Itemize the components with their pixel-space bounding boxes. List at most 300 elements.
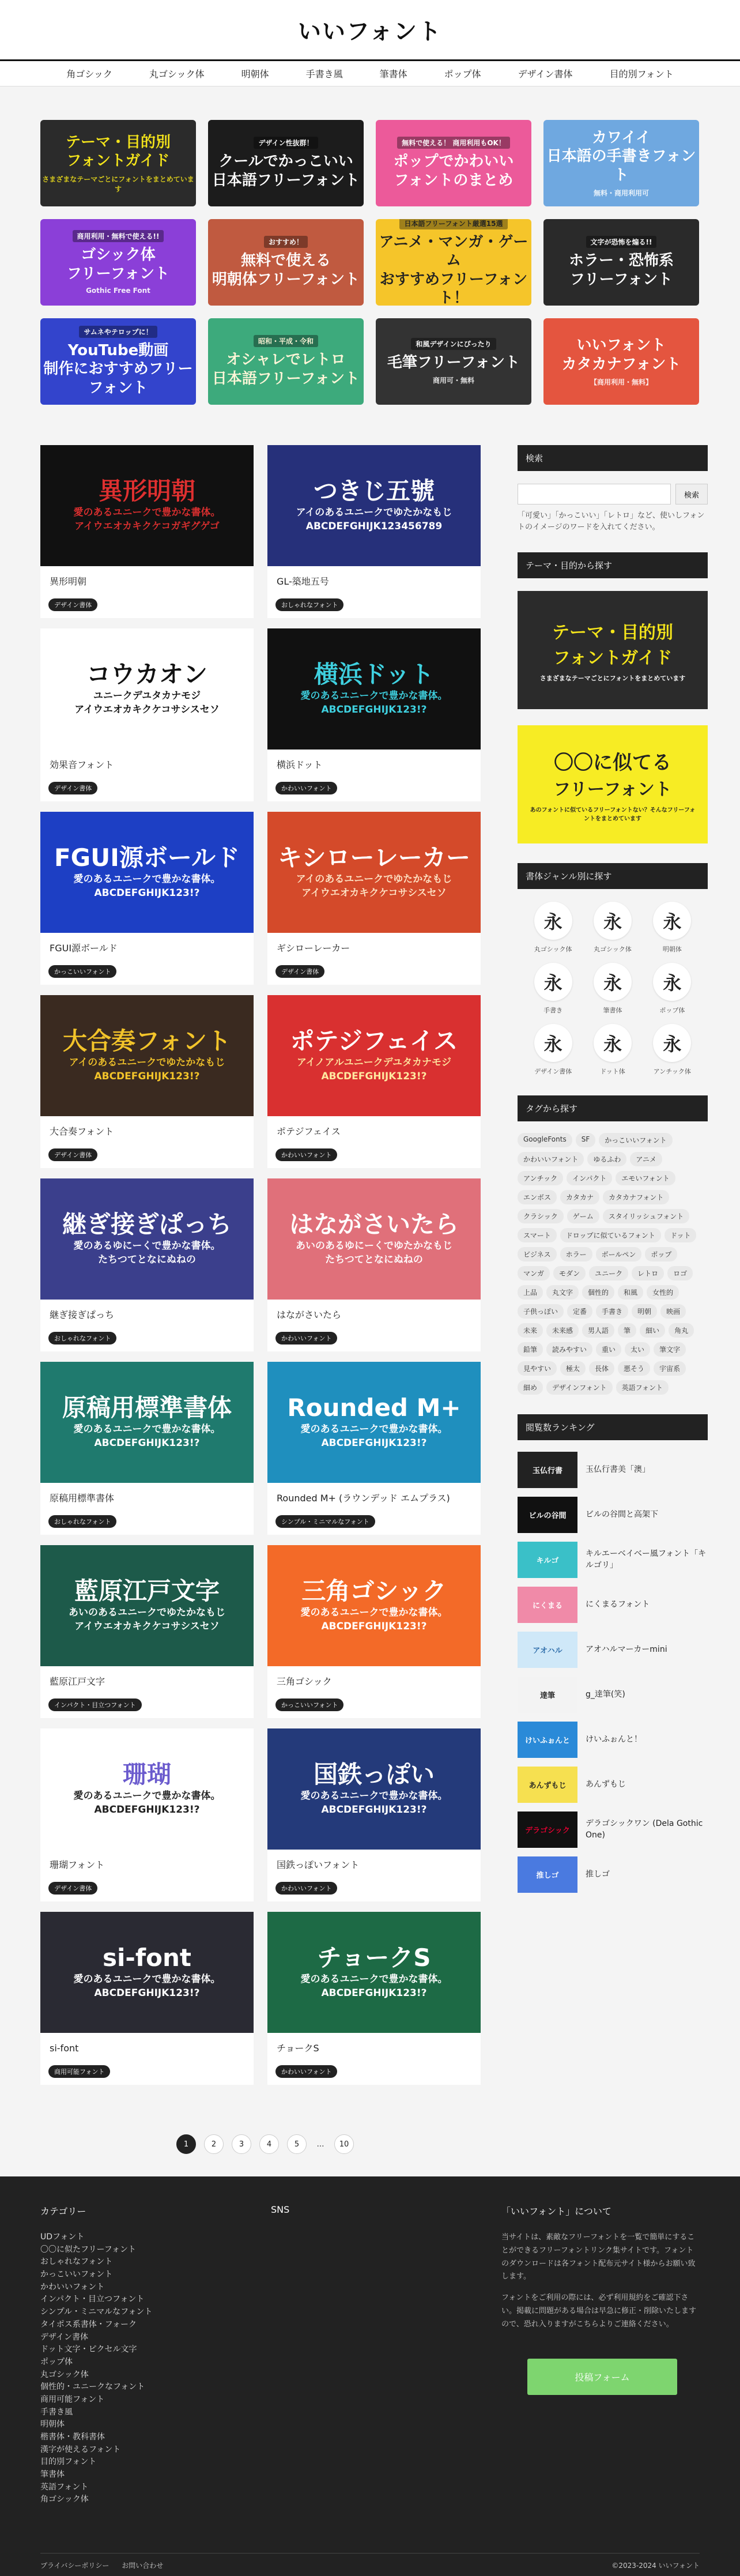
genre-label: アンチック体 bbox=[653, 1068, 691, 1075]
tag-chip[interactable]: アンチック bbox=[518, 1171, 563, 1185]
nav-item[interactable]: 丸ゴシック体 bbox=[149, 69, 205, 80]
font-tag[interactable]: かわいいフォント bbox=[275, 2065, 337, 2078]
tag-chip[interactable]: モダン bbox=[553, 1266, 586, 1281]
genre-item[interactable] bbox=[583, 902, 642, 954]
font-tag[interactable]: おしゃれなフォント bbox=[48, 1332, 116, 1345]
font-card[interactable] bbox=[40, 1178, 254, 1351]
theme-heading: テーマ・目的から探す bbox=[518, 552, 708, 578]
banner-line3: 【商用利用・無料】 bbox=[590, 378, 652, 386]
font-name[interactable]: si-font bbox=[50, 2043, 79, 2054]
tag-chip[interactable]: スタイリッシュフォント bbox=[603, 1209, 689, 1223]
tag-chip[interactable]: インパクト bbox=[567, 1171, 612, 1185]
ranking-name[interactable]: デラゴシックワン (Dela Gothic One) bbox=[586, 1818, 703, 1840]
font-name[interactable]: はながさいたら bbox=[277, 1309, 342, 1320]
nav-item[interactable]: 筆書体 bbox=[379, 69, 407, 80]
tag-chip[interactable]: 映画 bbox=[660, 1304, 686, 1319]
post-form-button[interactable]: 投稿フォーム bbox=[527, 2359, 677, 2395]
font-tag[interactable]: デザイン書体 bbox=[48, 782, 97, 794]
ranking-name[interactable]: ビルの谷間と高架下 bbox=[586, 1509, 658, 1519]
tag-chip[interactable]: マンガ bbox=[518, 1266, 550, 1281]
search-widget bbox=[518, 445, 708, 533]
banner-line1: テーマ・目的別 bbox=[65, 133, 171, 151]
footer-about bbox=[501, 2204, 697, 2506]
footer-category-heading: カテゴリー bbox=[40, 2206, 86, 2217]
genre-icon: 永 bbox=[594, 963, 632, 1001]
nav-item[interactable]: 角ゴシック bbox=[66, 69, 112, 80]
font-preview[interactable] bbox=[40, 1545, 254, 1666]
footer-about-heading: 「いいフォント」について bbox=[501, 2206, 611, 2217]
banner-tag: デザイン性抜群！ bbox=[254, 137, 318, 149]
genre-icon: 永 bbox=[534, 902, 572, 940]
font-tag[interactable]: デザイン書体 bbox=[275, 965, 324, 978]
footer-category-link[interactable]: 手書き風 bbox=[40, 2407, 73, 2417]
tag-chip[interactable]: 定番 bbox=[567, 1304, 592, 1319]
font-preview[interactable] bbox=[267, 1178, 481, 1300]
font-tag[interactable]: かわいいフォント bbox=[275, 1882, 337, 1895]
preview-title: 継ぎ接ぎぱっち bbox=[62, 1210, 232, 1239]
similar-line1: 〇〇に似てる bbox=[554, 751, 671, 774]
nav-item[interactable]: 手書き風 bbox=[305, 69, 343, 80]
font-tag[interactable]: かわいいフォント bbox=[275, 1148, 337, 1161]
genre-grid bbox=[518, 902, 708, 1076]
footer-category-link[interactable]: インパクト・目立つフォント bbox=[40, 2295, 145, 2304]
font-name[interactable]: 国鉄っぽいフォント bbox=[277, 1859, 360, 1870]
banner[interactable] bbox=[376, 120, 531, 206]
tag-chip[interactable]: 男人語 bbox=[582, 1323, 614, 1338]
tag-chip[interactable]: 和風 bbox=[618, 1285, 643, 1300]
ranking-item[interactable] bbox=[518, 1497, 708, 1533]
ranking-item[interactable] bbox=[518, 1812, 708, 1848]
ranking-name[interactable]: 玉仏行書美「澳」 bbox=[586, 1464, 650, 1474]
genre-item[interactable] bbox=[583, 963, 642, 1015]
theme-guide-line2: フォントガイド bbox=[553, 647, 673, 668]
site-logo[interactable]: いいフォント bbox=[298, 18, 442, 45]
font-card[interactable] bbox=[267, 445, 481, 618]
footer-about-text2: フォントをご利用の際には、必ず利用規約をご確認下さい。掲載に問題がある場合は早急に修正・削除いたしますので、恐れ入りますがこちらよりご連絡ください。 bbox=[501, 2293, 697, 2329]
tag-chip[interactable]: 未来 bbox=[518, 1323, 543, 1338]
genre-item[interactable] bbox=[523, 963, 583, 1015]
ranking-item[interactable] bbox=[518, 1677, 708, 1713]
banner[interactable] bbox=[543, 120, 699, 206]
preview-title: Rounded M+ bbox=[287, 1394, 461, 1422]
font-tag[interactable]: デザイン書体 bbox=[48, 1148, 97, 1161]
font-tag[interactable]: おしゃれなフォント bbox=[48, 1515, 116, 1528]
font-card[interactable] bbox=[40, 812, 254, 985]
ranking-thumb[interactable]: 玉仏行書 bbox=[518, 1452, 577, 1488]
banner-tag: 日本語フリーフォント厳選15選 bbox=[399, 219, 507, 229]
ranking-name[interactable]: けいふぉんと！ bbox=[586, 1734, 642, 1744]
genre-item[interactable] bbox=[643, 1024, 702, 1076]
font-preview[interactable] bbox=[267, 1362, 481, 1483]
genre-item[interactable] bbox=[643, 963, 702, 1015]
banner-tag: サムネやテロップに！ bbox=[79, 326, 157, 338]
theme-guide-banner[interactable] bbox=[518, 591, 708, 709]
ranking-thumb[interactable]: デラゴシック bbox=[518, 1812, 577, 1848]
footer-category-link[interactable]: 明朝体 bbox=[40, 2420, 65, 2430]
tag-chip[interactable]: 個性的 bbox=[582, 1285, 614, 1300]
preview-sample2: ABCDEFGHIJK123!? bbox=[321, 1437, 427, 1449]
privacy-link[interactable]: プライバシーポリシー bbox=[40, 2562, 110, 2570]
tag-chip[interactable]: 女性的 bbox=[647, 1285, 679, 1300]
tag-chip[interactable]: カタカナ bbox=[560, 1190, 599, 1204]
banner-tag: 和風デザインにぴったり bbox=[411, 338, 496, 350]
ranking-thumb[interactable]: にくまる bbox=[518, 1587, 577, 1623]
ranking-name[interactable]: 推しゴ bbox=[586, 1869, 610, 1879]
tag-widget bbox=[518, 1095, 708, 1395]
tag-chip[interactable]: 長体 bbox=[589, 1361, 614, 1376]
font-name[interactable]: 継ぎ接ぎぱっち bbox=[50, 1309, 115, 1320]
banner-line2: 明朝体フリーフォント bbox=[212, 270, 360, 288]
font-card[interactable] bbox=[267, 1912, 481, 2085]
tag-chip[interactable]: デザインフォント bbox=[546, 1380, 613, 1395]
banner-line3: 商用可・無料 bbox=[432, 376, 474, 385]
tag-chip[interactable]: ロゴ bbox=[667, 1266, 693, 1281]
font-tag[interactable]: デザイン書体 bbox=[48, 1882, 97, 1895]
footer-category-link[interactable]: かっこいいフォント bbox=[40, 2270, 113, 2280]
tag-chip[interactable]: 未来感 bbox=[546, 1323, 579, 1338]
banner[interactable] bbox=[40, 120, 196, 206]
preview-sample2: ABCDEFGHIJK123!? bbox=[94, 1437, 200, 1449]
footer-category-link[interactable]: おしゃれなフォント bbox=[40, 2257, 113, 2267]
footer-category-link[interactable]: 〇〇に似たフリーフォント bbox=[40, 2244, 137, 2254]
ranking-name[interactable]: g_達筆(笑) bbox=[586, 1689, 625, 1699]
tag-chip[interactable]: エモいフォント bbox=[616, 1171, 675, 1185]
footer-categories bbox=[40, 2204, 271, 2506]
search-button[interactable]: 検索 bbox=[675, 484, 708, 504]
tag-chip[interactable]: カタカナフォント bbox=[603, 1190, 669, 1204]
site-footer bbox=[0, 2176, 740, 2576]
ranking-item[interactable] bbox=[518, 1632, 708, 1668]
search-input[interactable] bbox=[518, 484, 671, 504]
tag-chip[interactable]: ゆるふわ bbox=[587, 1152, 626, 1166]
preview-sample2: アイウエオカキクケコサシスセソ bbox=[74, 704, 220, 716]
banner-line1: オシャレでレトロ bbox=[226, 351, 346, 368]
tag-chip[interactable]: ユニーク bbox=[589, 1266, 628, 1281]
page-link[interactable]: 10 bbox=[334, 2134, 354, 2154]
footer-category-link[interactable]: かわいいフォント bbox=[40, 2282, 105, 2292]
banner-line1: ゴシック体 bbox=[81, 246, 156, 263]
preview-sample2: ABCDEFGHIJK123!? bbox=[94, 887, 200, 899]
banner[interactable] bbox=[543, 318, 699, 405]
search-heading: 検索 bbox=[518, 445, 708, 471]
banner-tag: おすすめ！ bbox=[264, 236, 308, 248]
page-link[interactable]: 5 bbox=[287, 2134, 307, 2154]
font-name[interactable]: 効果音フォント bbox=[50, 759, 114, 770]
banner[interactable] bbox=[376, 219, 531, 306]
font-card[interactable] bbox=[267, 628, 481, 801]
font-name[interactable]: Rounded M+ (ラウンデッド エムプラス) bbox=[277, 1493, 450, 1504]
font-card[interactable] bbox=[40, 995, 254, 1168]
font-card[interactable] bbox=[40, 1545, 254, 1718]
font-preview[interactable] bbox=[267, 1912, 481, 2033]
tag-chip[interactable]: 宇宙系 bbox=[654, 1361, 686, 1376]
banner-tag: 無料で使える！ 商用利用もOK！ bbox=[397, 137, 510, 149]
genre-item[interactable] bbox=[643, 902, 702, 954]
banner[interactable] bbox=[208, 219, 364, 306]
banner-tag: 昭和・平成・令和 bbox=[254, 335, 318, 347]
footer-category-link[interactable]: 目的別フォント bbox=[40, 2457, 97, 2467]
page-link[interactable]: 4 bbox=[259, 2134, 279, 2154]
footer-category-link[interactable]: 英語フォント bbox=[40, 2482, 89, 2492]
page-link[interactable]: 2 bbox=[204, 2134, 224, 2154]
nav-item[interactable]: 目的別フォント bbox=[609, 69, 674, 80]
tag-chip[interactable]: ドロップに似ているフォント bbox=[560, 1228, 661, 1242]
banner-line2: フリーフォント bbox=[569, 270, 673, 288]
font-preview[interactable] bbox=[40, 1912, 254, 2033]
font-tag[interactable]: かわいいフォント bbox=[275, 782, 337, 794]
tag-chip[interactable]: 重い bbox=[596, 1342, 621, 1357]
genre-item[interactable] bbox=[523, 902, 583, 954]
font-preview[interactable] bbox=[40, 995, 254, 1116]
tag-chip[interactable]: ポップ bbox=[645, 1247, 677, 1261]
tag-chip[interactable]: 筆文字 bbox=[654, 1342, 686, 1357]
font-preview[interactable] bbox=[267, 812, 481, 933]
banner-line1: ホラー・恐怖系 bbox=[568, 252, 674, 269]
footer-category-link[interactable]: シンプル・ミニマルなフォント bbox=[40, 2307, 153, 2317]
genre-icon: 永 bbox=[653, 963, 691, 1001]
font-name[interactable]: 大合奏フォント bbox=[50, 1126, 114, 1137]
banner[interactable] bbox=[208, 318, 364, 405]
footer-category-link[interactable]: タイポス系書体・フォーク bbox=[40, 2319, 137, 2329]
ranking-item[interactable] bbox=[518, 1767, 708, 1803]
font-preview[interactable] bbox=[267, 1545, 481, 1666]
ranking-thumb[interactable]: 達筆 bbox=[518, 1677, 577, 1713]
tag-chip[interactable]: 明朝 bbox=[632, 1304, 657, 1319]
footer-category-link[interactable]: 漢字が使えるフォント bbox=[40, 2445, 121, 2454]
font-preview[interactable] bbox=[40, 1178, 254, 1300]
font-name[interactable]: 三角ゴシック bbox=[277, 1676, 332, 1687]
ranking-thumb[interactable]: けいふぉんと bbox=[518, 1722, 577, 1758]
ranking-thumb[interactable]: あんずもじ bbox=[518, 1767, 577, 1803]
tag-chip[interactable]: 悪そう bbox=[618, 1361, 650, 1376]
banner-line1: クールでかっこいい bbox=[218, 153, 353, 170]
footer-category-link[interactable]: 楷書体・教科書体 bbox=[40, 2432, 105, 2442]
ranking-name[interactable]: にくまるフォント bbox=[586, 1599, 650, 1609]
font-preview[interactable] bbox=[267, 995, 481, 1116]
genre-icon: 永 bbox=[534, 963, 572, 1001]
nav-item[interactable]: デザイン書体 bbox=[518, 69, 573, 80]
footer-category-link[interactable]: 丸ゴシック体 bbox=[40, 2370, 89, 2379]
footer-category-link[interactable]: 商用可能フォント bbox=[40, 2394, 105, 2404]
theme-widget bbox=[518, 552, 708, 843]
font-tag[interactable]: デザイン書体 bbox=[48, 598, 97, 611]
banner[interactable] bbox=[40, 219, 196, 306]
font-preview[interactable] bbox=[40, 1728, 254, 1850]
genre-item[interactable] bbox=[523, 1024, 583, 1076]
banner-line2: フォントガイド bbox=[66, 152, 170, 170]
font-card[interactable] bbox=[40, 1912, 254, 2085]
font-tag[interactable]: かっこいいフォント bbox=[48, 965, 116, 978]
preview-sample2: ABCDEFGHIJK123456789 bbox=[305, 521, 443, 533]
ranking-name[interactable]: キルエーベイベー風フォント「キルゴリ」 bbox=[586, 1549, 707, 1570]
tag-chip[interactable]: 細い bbox=[640, 1323, 665, 1338]
preview-sample2: ABCDEFGHIJK123!? bbox=[321, 1621, 427, 1633]
preview-title: 珊瑚 bbox=[122, 1760, 171, 1789]
font-preview[interactable] bbox=[40, 445, 254, 566]
font-preview[interactable] bbox=[267, 445, 481, 566]
footer-about-text1: 当サイトは、素敵なフリーフォントを一覧で簡単にすることができるフリーフォントリンク集サイトです。フォントのダウンロードは各フォント配布元サイト様からお願い致します。 bbox=[501, 2233, 696, 2281]
banner-line3: Gothic Free Font bbox=[86, 287, 150, 295]
banner[interactable] bbox=[208, 120, 364, 206]
tag-chip[interactable]: 英語フォント bbox=[616, 1380, 669, 1395]
contact-link[interactable]: お問い合わせ bbox=[122, 2562, 164, 2570]
ranking-thumb[interactable]: アオハル bbox=[518, 1632, 577, 1668]
footer-category-link[interactable]: 角ゴシック体 bbox=[40, 2495, 89, 2505]
preview-sample1: 愛のあるユニークで豊かな書体。 bbox=[73, 1423, 221, 1435]
banner[interactable] bbox=[40, 318, 196, 405]
footer-category-link[interactable]: ポップ体 bbox=[40, 2357, 73, 2367]
font-name[interactable]: GL-築地五号 bbox=[277, 576, 329, 587]
font-tag[interactable]: かわいいフォント bbox=[275, 1332, 337, 1345]
footer-category-link[interactable]: デザイン書体 bbox=[40, 2332, 89, 2342]
theme-guide-line1: テーマ・目的別 bbox=[552, 622, 673, 643]
banner[interactable] bbox=[543, 219, 699, 306]
tag-chip[interactable]: アニメ bbox=[630, 1152, 662, 1166]
tag-chip[interactable]: 極太 bbox=[560, 1361, 586, 1376]
font-card[interactable] bbox=[267, 812, 481, 985]
banner[interactable] bbox=[376, 318, 531, 405]
tag-chip[interactable]: ボールペン bbox=[596, 1247, 642, 1261]
genre-item[interactable] bbox=[583, 1024, 642, 1076]
tag-chip[interactable]: スマート bbox=[518, 1228, 557, 1242]
font-preview[interactable] bbox=[40, 812, 254, 933]
ranking-item[interactable] bbox=[518, 1722, 708, 1758]
preview-title: チョークS bbox=[317, 1944, 431, 1972]
tag-chip[interactable]: エンボス bbox=[518, 1190, 557, 1204]
ranking-item[interactable] bbox=[518, 1587, 708, 1623]
ranking-name[interactable]: アオハルマーカーmini bbox=[586, 1644, 667, 1654]
genre-widget bbox=[518, 863, 708, 1076]
tag-chip[interactable]: ドット bbox=[665, 1228, 697, 1242]
site-header bbox=[0, 0, 740, 61]
font-card[interactable] bbox=[267, 1545, 481, 1718]
font-name[interactable]: 珊瑚フォント bbox=[50, 1859, 105, 1870]
tag-chip[interactable]: 見やすい bbox=[518, 1361, 557, 1376]
ranking-heading: 閲覧数ランキング bbox=[518, 1414, 708, 1440]
page-link[interactable]: 3 bbox=[232, 2134, 251, 2154]
preview-title: つきじ五號 bbox=[313, 477, 435, 506]
tag-chip[interactable]: 手書き bbox=[596, 1304, 628, 1319]
footer-category-link[interactable]: UDフォント bbox=[40, 2232, 85, 2242]
tag-chip[interactable]: GoogleFonts bbox=[518, 1133, 572, 1147]
tag-chip[interactable]: かわいいフォント bbox=[518, 1152, 584, 1166]
tag-chip[interactable]: ホラー bbox=[560, 1247, 592, 1261]
tag-chip[interactable]: 筆 bbox=[618, 1323, 636, 1338]
font-name[interactable]: 原稿用標準書体 bbox=[50, 1493, 115, 1504]
font-preview[interactable] bbox=[40, 1362, 254, 1483]
tag-chip[interactable]: 細め bbox=[518, 1380, 543, 1395]
font-card[interactable] bbox=[40, 628, 254, 801]
tag-chip[interactable]: 読みやすい bbox=[546, 1342, 592, 1357]
font-name[interactable]: 藍原江戸文字 bbox=[50, 1676, 105, 1687]
font-card[interactable] bbox=[267, 995, 481, 1168]
similar-font-banner[interactable] bbox=[518, 725, 708, 843]
tag-chip[interactable]: 太い bbox=[625, 1342, 650, 1357]
preview-sample2: ABCDEFGHIJK123!? bbox=[321, 1804, 427, 1816]
genre-icon: 永 bbox=[534, 1024, 572, 1062]
font-preview[interactable] bbox=[267, 1728, 481, 1850]
nav-item[interactable]: 明朝体 bbox=[241, 69, 269, 80]
banner-line2: カタカナフォント bbox=[561, 355, 681, 373]
tag-chip[interactable]: クラシック bbox=[518, 1209, 564, 1223]
ranking-item[interactable] bbox=[518, 1452, 708, 1488]
font-name[interactable]: 異形明朝 bbox=[50, 576, 87, 587]
font-name[interactable]: ギシローレーカー bbox=[277, 943, 350, 954]
preview-sample1: あいのあるユニークでゆたかなもじ bbox=[69, 1606, 225, 1618]
font-name[interactable]: 横浜ドット bbox=[277, 759, 323, 770]
ranking-item[interactable] bbox=[518, 1542, 708, 1578]
preview-title: ポテジフェイス bbox=[290, 1027, 458, 1056]
font-tag[interactable]: シンプル・ミニマルなフォント bbox=[275, 1515, 375, 1528]
preview-sample1: 愛のあるユニークで豊かな書体。 bbox=[73, 1790, 221, 1802]
footer-category-link[interactable]: 筆書体 bbox=[40, 2470, 65, 2480]
genre-label: 明朝体 bbox=[662, 946, 682, 953]
genre-label: 丸ゴシック体 bbox=[594, 946, 632, 953]
preview-sample2: アイウエオカキクケコサシスセソ bbox=[74, 1621, 220, 1633]
preview-title: 原稿用標準書体 bbox=[62, 1394, 232, 1422]
font-card[interactable] bbox=[267, 1178, 481, 1351]
font-tag[interactable]: インパクト・目立つフォント bbox=[48, 1698, 142, 1711]
banner-line1: YouTube動画 bbox=[67, 341, 169, 359]
tag-chip[interactable]: 子供っぽい bbox=[518, 1304, 564, 1319]
tag-chip[interactable]: かっこいいフォント bbox=[599, 1133, 672, 1147]
ranking-thumb[interactable]: ビルの谷間 bbox=[518, 1497, 577, 1533]
similar-line3: あのフォントに似ているフリーフォントない？そんなフリーフォントをまとめています bbox=[530, 807, 696, 822]
footer-category-link[interactable]: 個性的・ユニークなフォント bbox=[40, 2382, 145, 2392]
tag-cloud bbox=[518, 1133, 708, 1395]
font-preview[interactable] bbox=[40, 628, 254, 750]
font-name[interactable]: ポテジフェイス bbox=[277, 1126, 341, 1137]
nav-item[interactable]: ポップ体 bbox=[444, 69, 481, 80]
font-card-grid bbox=[40, 445, 490, 2085]
tag-chip[interactable]: ゲーム bbox=[567, 1209, 599, 1223]
font-tag[interactable]: おしゃれなフォント bbox=[275, 598, 343, 611]
ranking-item[interactable] bbox=[518, 1856, 708, 1893]
font-name[interactable]: チョークS bbox=[277, 2043, 319, 2054]
preview-sample1: アイノアルユニークデユタカナモジ bbox=[296, 1056, 452, 1068]
banner-line1: 毛筆フリーフォント bbox=[387, 353, 520, 371]
ranking-name[interactable]: あんずもじ bbox=[586, 1779, 626, 1789]
tag-chip[interactable]: レトロ bbox=[632, 1266, 664, 1281]
tag-chip[interactable]: ビジネス bbox=[518, 1247, 557, 1261]
preview-title: はながさいたら bbox=[289, 1210, 459, 1239]
font-preview[interactable] bbox=[267, 628, 481, 750]
tag-chip[interactable]: 角丸 bbox=[669, 1323, 694, 1338]
font-card[interactable] bbox=[40, 1362, 254, 1535]
font-card[interactable] bbox=[40, 445, 254, 618]
tag-chip[interactable]: 丸文字 bbox=[546, 1285, 579, 1300]
font-card[interactable] bbox=[267, 1728, 481, 1901]
tag-chip[interactable]: 上品 bbox=[518, 1285, 543, 1300]
font-tag[interactable]: かっこいいフォント bbox=[275, 1698, 343, 1711]
font-card[interactable] bbox=[267, 1362, 481, 1535]
genre-label: ポップ体 bbox=[659, 1007, 685, 1014]
preview-sample2: たちつてとなにぬねの bbox=[325, 1254, 423, 1266]
font-name[interactable]: FGUI源ボールド bbox=[50, 943, 118, 954]
font-card[interactable] bbox=[40, 1728, 254, 1901]
genre-heading: 書体ジャンル別に探す bbox=[518, 863, 708, 889]
preview-sample1: ユニークデユタカナモジ bbox=[93, 690, 201, 702]
preview-sample1: あいのあるゆにーくでゆたかなもじ bbox=[296, 1240, 452, 1252]
tag-chip[interactable]: 鉛筆 bbox=[518, 1342, 543, 1357]
page-link[interactable]: 1 bbox=[176, 2134, 196, 2154]
genre-label: 筆書体 bbox=[603, 1007, 622, 1014]
ranking-thumb[interactable]: 推しゴ bbox=[518, 1856, 577, 1893]
font-tag[interactable]: 商用可能フォント bbox=[48, 2065, 110, 2078]
tag-chip[interactable]: SF bbox=[576, 1133, 596, 1147]
ranking-thumb[interactable]: キルゴ bbox=[518, 1542, 577, 1578]
footer-category-link[interactable]: ドット文字・ピクセル文字 bbox=[40, 2345, 137, 2355]
